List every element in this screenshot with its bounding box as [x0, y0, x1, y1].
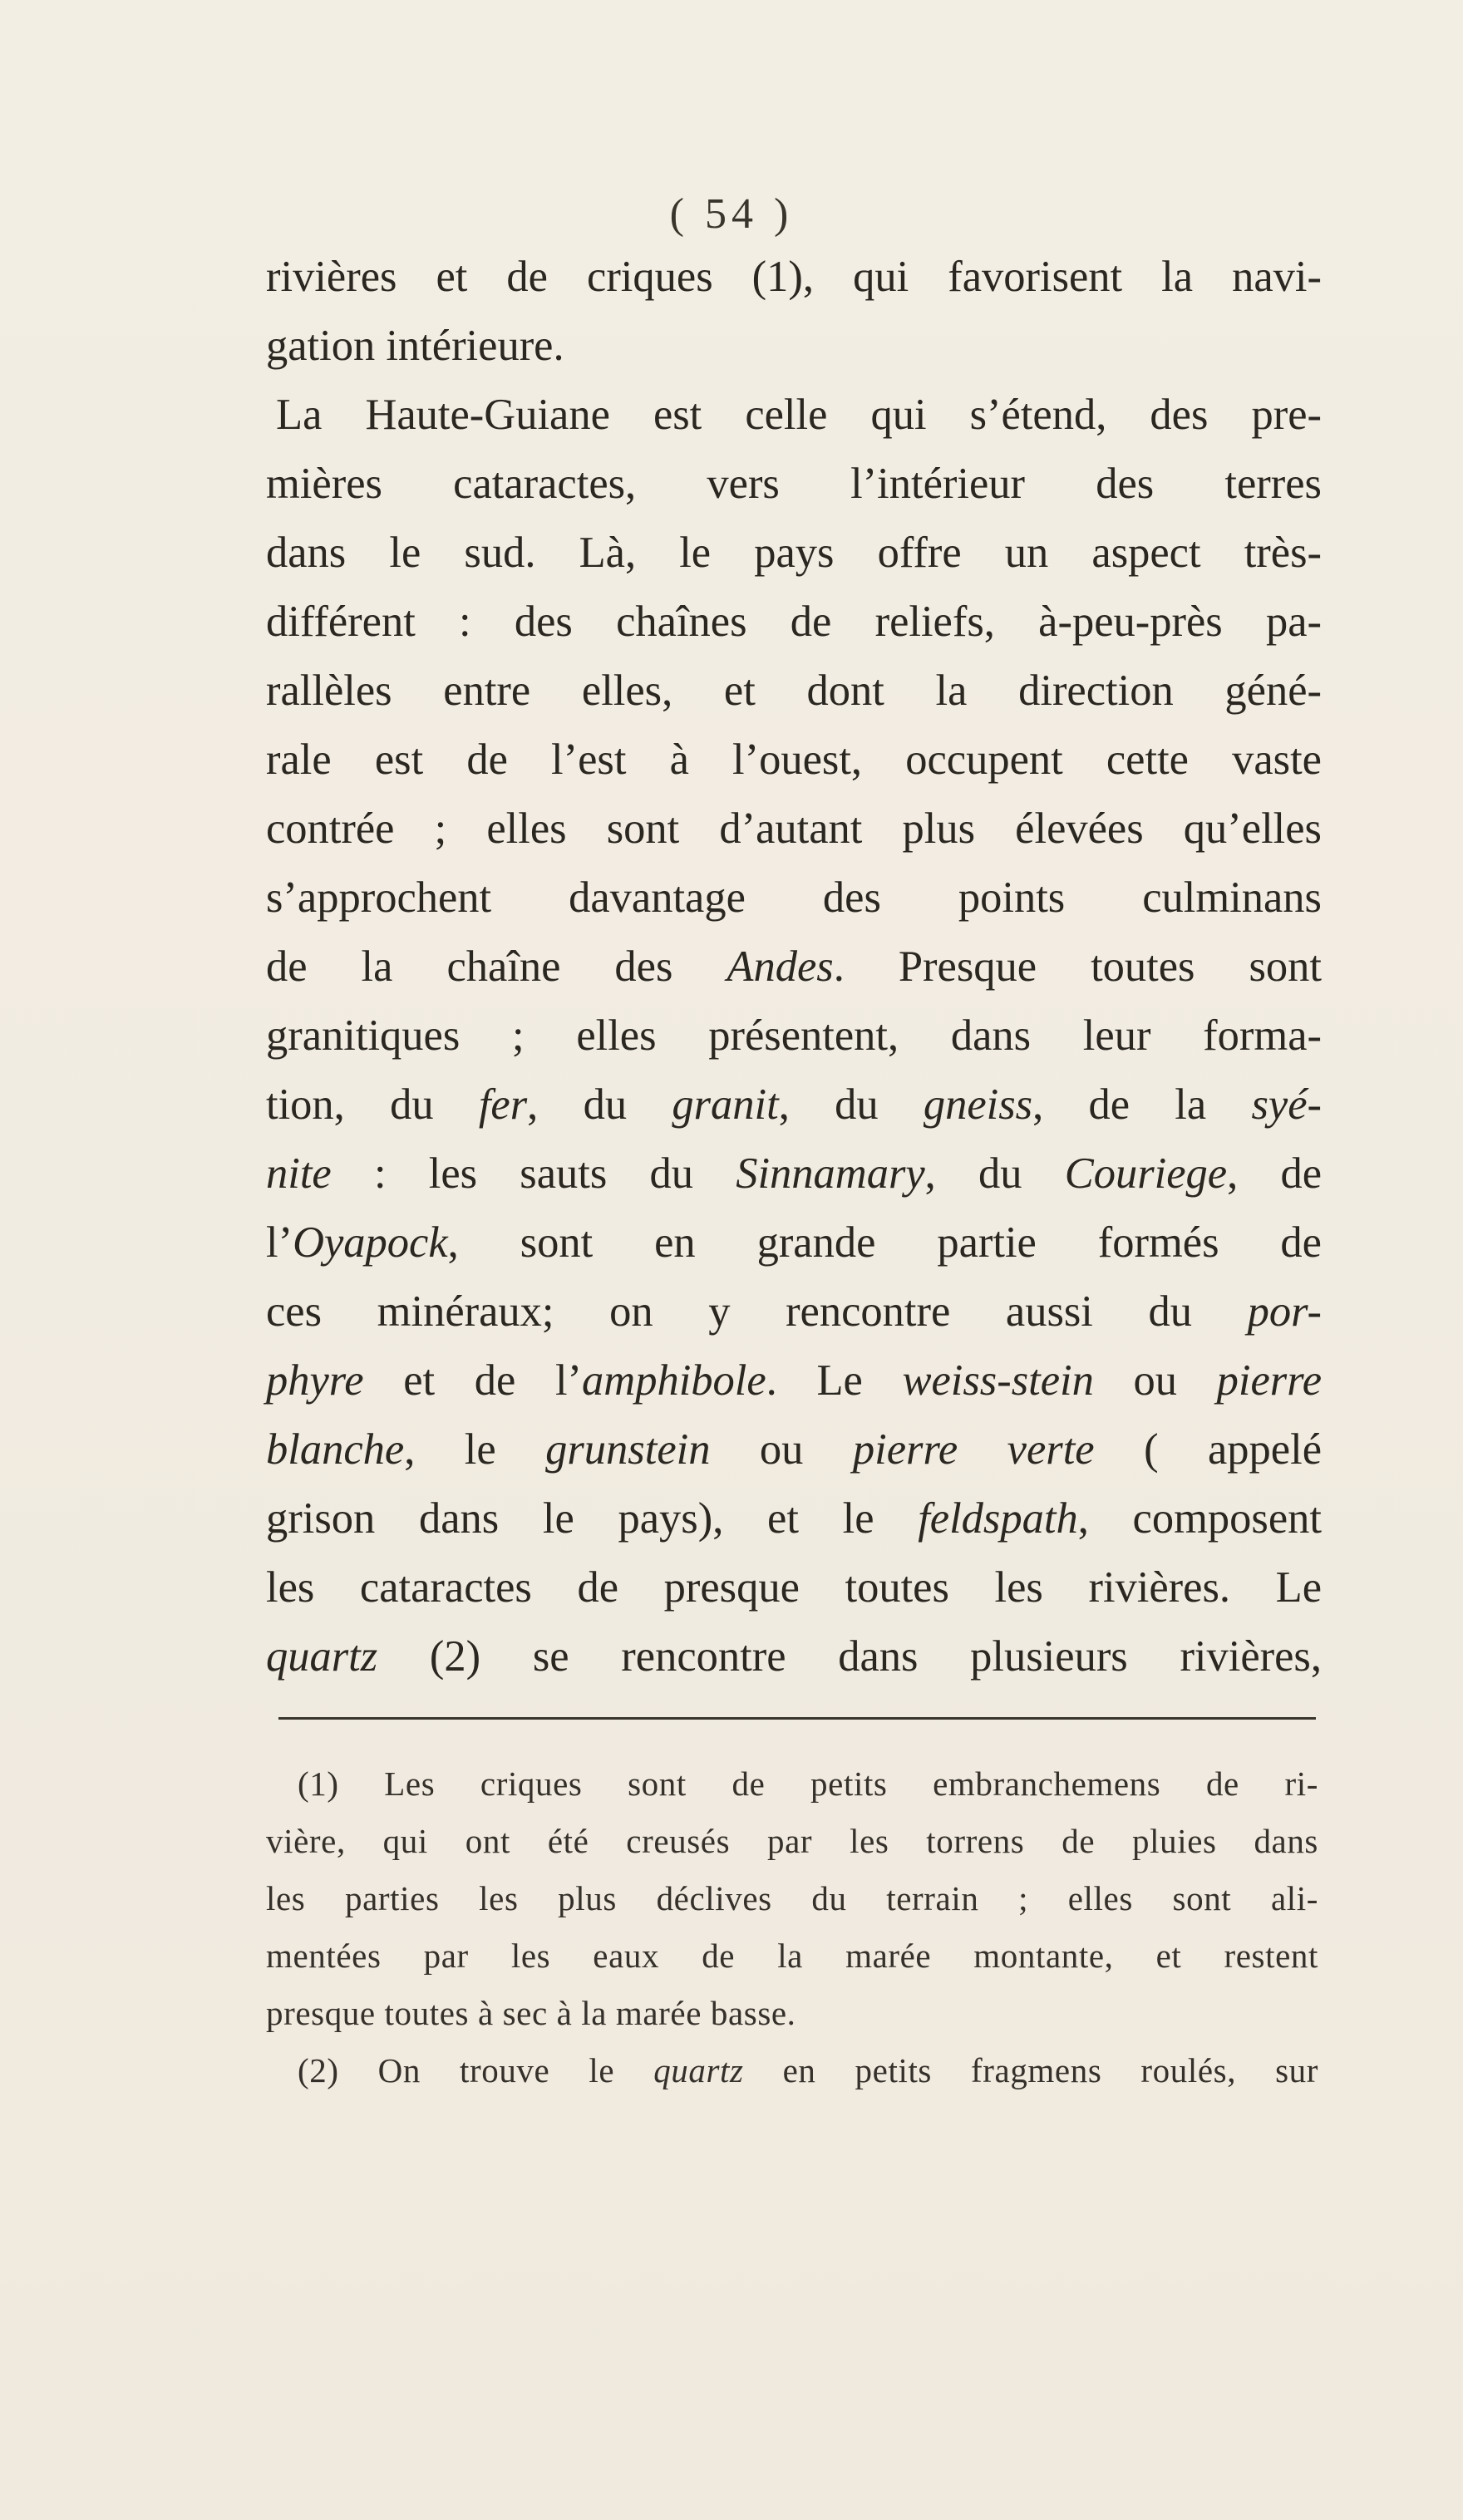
- italic-term: quartz: [653, 2051, 744, 2089]
- text-span: , de la: [1032, 1080, 1252, 1129]
- text-line: [266, 1071, 1322, 1139]
- text-span: rale est de l’est à l’ouest, occupent cette vaste: [266, 736, 1322, 784]
- text-span: ces minéraux; on y rencontre aussi du: [266, 1287, 1248, 1336]
- page-number: ( 54 ): [669, 190, 794, 238]
- italic-term: phyre: [266, 1356, 364, 1405]
- text-span: mentées par les eaux de la marée montante, et restent: [266, 1937, 1318, 1975]
- text-span: La Haute-Guiane est celle qui s’étend, des pre-: [276, 391, 1322, 439]
- text-span: gation intérieure.: [266, 322, 564, 370]
- main-text: [266, 243, 1322, 1691]
- italic-term: por-: [1247, 1287, 1322, 1336]
- text-span: : les sauts du: [331, 1149, 736, 1198]
- paragraph-start-line: [266, 381, 1322, 450]
- footnote-separator-rule: [278, 1717, 1316, 1720]
- footnote-line: [266, 1927, 1318, 1985]
- footnote-line: [266, 1755, 1318, 1813]
- text-span: grison dans le pays), et le: [266, 1494, 919, 1543]
- text-span: , du: [778, 1080, 924, 1129]
- text-span: granitiques ; elles présentent, dans leur forma-: [266, 1011, 1322, 1060]
- italic-term: granit: [672, 1080, 779, 1129]
- italic-term: Andes: [727, 943, 834, 991]
- text-line: [266, 726, 1322, 795]
- italic-term: pierre verte: [852, 1425, 1095, 1474]
- text-span: presque toutes à sec à la marée basse.: [266, 1994, 796, 2032]
- text-span: ou: [710, 1425, 853, 1474]
- footnote-line: [266, 1870, 1318, 1927]
- italic-term: blanche: [266, 1425, 405, 1474]
- text-line: [266, 1002, 1322, 1071]
- text-span: , le: [404, 1425, 546, 1474]
- text-line: [266, 450, 1322, 519]
- text-line: [266, 1208, 1322, 1277]
- italic-term: fer: [478, 1080, 528, 1129]
- footnote-line: [266, 1985, 1318, 2042]
- text-line: [266, 312, 1322, 381]
- text-line: [266, 1346, 1322, 1415]
- italic-term: grunstein: [545, 1425, 711, 1474]
- text-span: mières cataractes, vers l’intérieur des terres: [266, 460, 1322, 508]
- text-span: les parties les plus déclives du terrain ; elles sont ali-: [266, 1879, 1318, 1917]
- text-span: vière, qui ont été creusés par les torrens de pluies dans: [266, 1822, 1318, 1860]
- italic-term: Sinnamary: [736, 1149, 925, 1198]
- text-span: (2) On trouve le: [298, 2051, 654, 2089]
- italic-term: Oyapock: [293, 1218, 448, 1267]
- text-span: s’approchent davantage des points culminans: [266, 874, 1322, 922]
- text-span: de la chaîne des: [266, 943, 727, 991]
- italic-term: gneiss: [923, 1080, 1033, 1129]
- italic-term: weiss-stein: [902, 1356, 1094, 1405]
- text-line: [266, 657, 1322, 726]
- text-line: [266, 519, 1322, 588]
- text-line: [266, 933, 1322, 1002]
- text-span: différent : des chaînes de reliefs, à-peu-près pa-: [266, 598, 1322, 646]
- text-line: [266, 1139, 1322, 1208]
- italic-term: feldspath: [918, 1494, 1078, 1543]
- text-span: dans le sud. Là, le pays offre un aspect très-: [266, 529, 1322, 577]
- text-span: et de l’: [363, 1356, 583, 1405]
- text-span: ( appelé: [1094, 1425, 1322, 1474]
- text-line: [266, 1277, 1322, 1346]
- italic-term: syé-: [1251, 1080, 1322, 1129]
- text-span: . Presque toutes sont: [833, 943, 1322, 991]
- text-span: . Le: [766, 1356, 903, 1405]
- text-line: [266, 1484, 1322, 1553]
- text-line: [266, 1553, 1322, 1622]
- text-line: [266, 588, 1322, 657]
- italic-term: nite: [266, 1149, 332, 1198]
- italic-term: quartz: [266, 1632, 378, 1681]
- text-span: , du: [924, 1149, 1065, 1198]
- text-line: [266, 1415, 1322, 1484]
- text-span: rallèles entre elles, et dont la direction géné-: [266, 667, 1322, 715]
- italic-term: Couriege: [1064, 1149, 1228, 1198]
- italic-term: amphibole: [582, 1356, 766, 1405]
- text-span: l’: [266, 1218, 293, 1267]
- text-span: rivières et de criques (1), qui favorisent la navi-: [266, 253, 1322, 301]
- footnotes: [266, 1755, 1318, 2099]
- text-span: ou: [1093, 1356, 1217, 1405]
- text-span: (1) Les criques sont de petits embranchemens de ri-: [298, 1764, 1318, 1803]
- text-span: , composent: [1077, 1494, 1322, 1543]
- text-span: les cataractes de presque toutes les rivières. Le: [266, 1563, 1322, 1612]
- text-line: [266, 795, 1322, 864]
- text-span: contrée ; elles sont d’autant plus élevées qu’elles: [266, 805, 1322, 853]
- text-span: , du: [527, 1080, 672, 1129]
- italic-term: pierre: [1216, 1356, 1322, 1405]
- footnote-line: [266, 1813, 1318, 1870]
- text-line: [266, 243, 1322, 312]
- text-span: tion, du: [266, 1080, 479, 1129]
- text-line: [266, 1622, 1322, 1691]
- text-line: [266, 864, 1322, 933]
- text-span: en petits fragmens roulés, sur: [743, 2051, 1318, 2089]
- text-span: (2) se rencontre dans plusieurs rivières,: [377, 1632, 1322, 1681]
- footnote-line: [266, 2042, 1318, 2099]
- text-span: , de: [1227, 1149, 1322, 1198]
- text-span: , sont en grande partie formés de: [447, 1218, 1322, 1267]
